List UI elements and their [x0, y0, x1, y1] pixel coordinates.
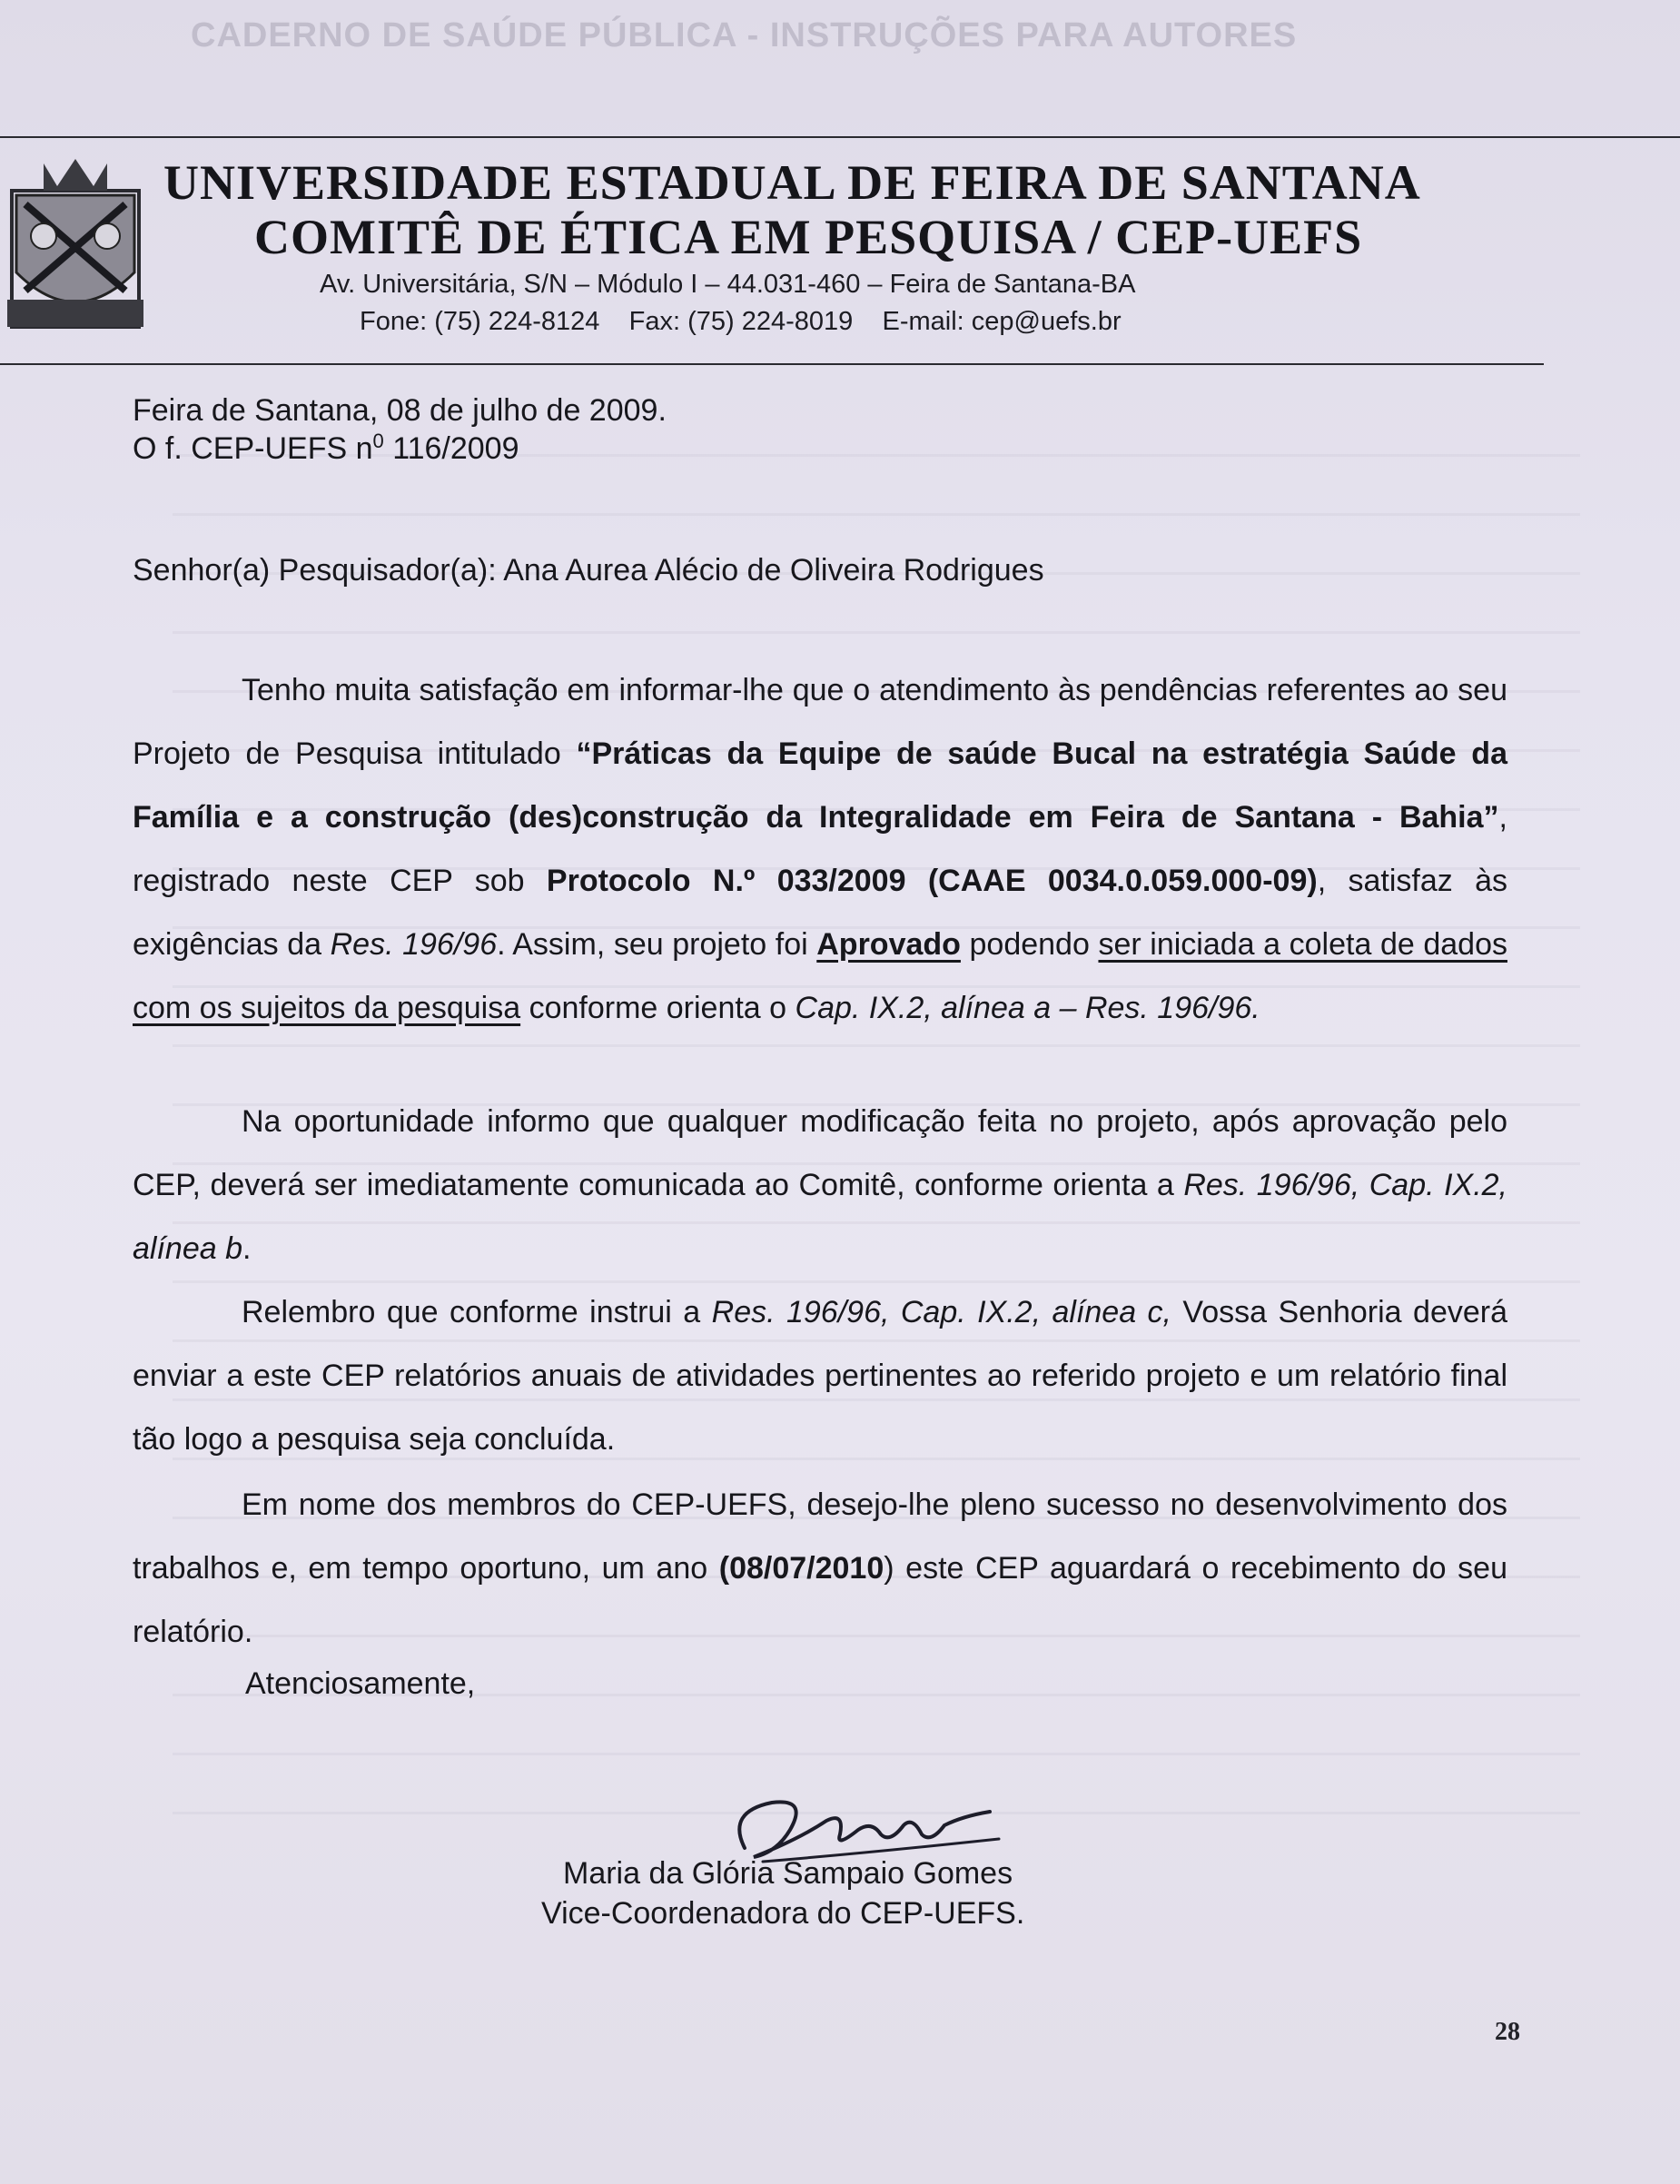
committee-name: COMITÊ DE ÉTICA EM PESQUISA / CEP-UEFS [254, 210, 1363, 264]
page-number: 28 [1495, 2018, 1520, 2046]
approved-status: Aprovado [816, 927, 961, 962]
letter-reference: O f. CEP-UEFS $n^0$ 116/2009 [133, 430, 519, 466]
paragraph-wishes: Em nome dos membros do CEP-UEFS, desejo-lhe pleno sucesso no desenvolvimento dos trabalhos e, em tempo oportuno, um ano (08/07/2010) este CEP aguardará o recebimento do seu relatório. [133, 1487, 1507, 1649]
paragraph-modifications: Na oportunidade informo que qualquer modificação feita no projeto, após aprovação pelo CEP, deverá ser imediatamente comunicada ao Comitê, conforme orienta a Res. 196/96, Cap. IX.2, alínea b. [133, 1104, 1507, 1266]
bleed-through-heading: CADERNO DE SAÚDE PÚBLICA - INSTRUÇÕES PARA AUTORES [191, 16, 1298, 54]
committee-contacts: Fone: (75) 224-8124 Fax: (75) 224-8019 E-mail: cep@uefs.br [360, 307, 1122, 336]
header-top-rule [0, 136, 1680, 138]
letter-closing: Atenciosamente, [245, 1666, 476, 1701]
signer-name: Maria da Glória Sampaio Gomes [563, 1856, 1013, 1891]
letter-salutation: Senhor(a) Pesquisador(a): Ana Aurea Alécio de Oliveira Rodrigues [133, 553, 1044, 588]
letter-date: Feira de Santana, 08 de julho de 2009. [133, 393, 667, 428]
header-bottom-rule [0, 363, 1544, 365]
report-due-date: (08/07/2010 [718, 1551, 884, 1586]
paragraph-approval: Tenho muita satisfação em informar-lhe que o atendimento às pendências referentes ao seu Projeto de Pesquisa intitulado “Práticas da Equipe de saúde Bucal na estratégia Saúde da Família e a construção (des)construção da Integralidade em Feira de Santana - Bahia”, registrado neste CEP sob Protocolo N.º 033/2009 (CAAE 0034.0.059.000-09), satisfaz às exigências da Res. 196/96. Assim, seu projeto foi Aprovado podendo ser iniciada a coleta de dados com os sujeitos da pesquisa conforme orienta o Cap. IX.2, alínea a – Res. 196/96. [133, 673, 1508, 1025]
university-name: UNIVERSIDADE ESTADUAL DE FEIRA DE SANTANA [163, 155, 1421, 210]
committee-address: Av. Universitária, S/N – Módulo I – 44.031-460 – Feira de Santana-BA [320, 270, 1136, 299]
university-crest-icon [7, 154, 143, 336]
signer-role: Vice-Coordenadora do CEP-UEFS. [541, 1896, 1025, 1931]
protocol-number: Protocolo N.º 033/2009 (CAAE 0034.0.059.000-09) [546, 864, 1318, 898]
project-title: “Práticas da Equipe de saúde Bucal na estratégia Saúde da Família e a construção (des)construção da Integralidade em Feira de Santana - Bahia” [133, 736, 1507, 835]
paragraph-reports: Relembro que conforme instrui a Res. 196/96, Cap. IX.2, alínea c, Vossa Senhoria deverá enviar a este CEP relatórios anuais de atividades pertinentes ao referido projeto e um relatório final tão logo a pesquisa seja concluída. [133, 1295, 1507, 1457]
